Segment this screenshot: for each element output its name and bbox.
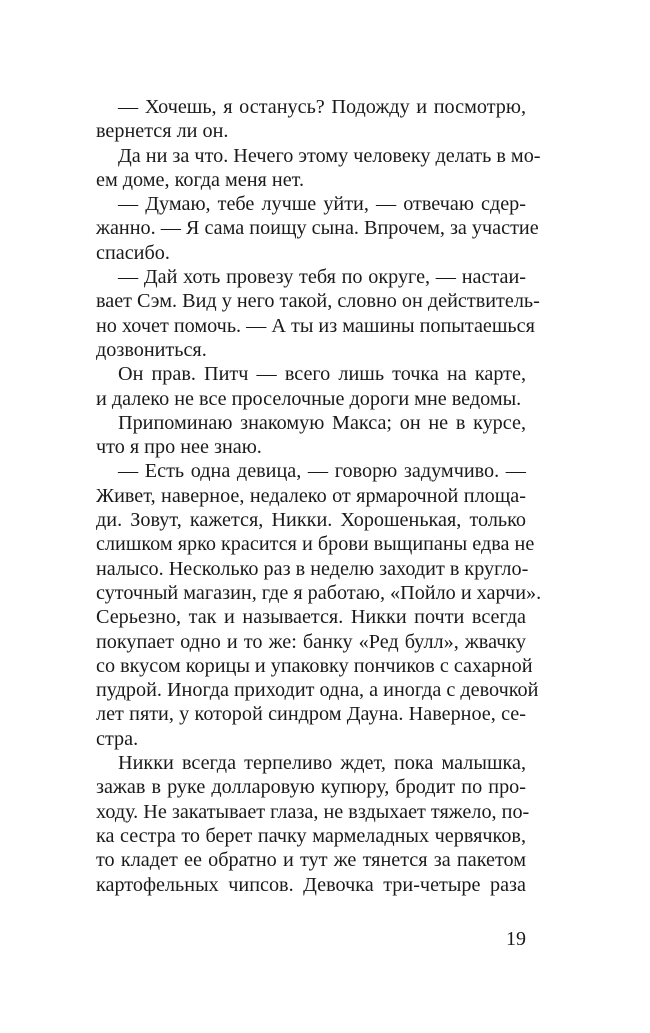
text-line: налысо. Несколько раз в неделю заходит в кругло-: [96, 557, 529, 580]
text-line: лет пяти, у которой синдром Дауна. Наверное, се-: [96, 703, 526, 726]
text-line: пудрой. Иногда приходит одна, а иногда с девочкой: [96, 679, 539, 702]
text-line: — Хочешь, я останусь? Подожду и посмотрю,: [118, 96, 526, 118]
text-line: вернется ли он.: [96, 120, 229, 143]
text-line: Никки всегда терпеливо ждет, пока малышка,: [118, 752, 526, 775]
text-line: спасибо.: [96, 241, 170, 264]
text-line: покупает одно и то же: банку «Ред булл», жвачку: [96, 630, 526, 653]
text-line: жанно. — Я сама поищу сына. Впрочем, за участие: [96, 217, 539, 240]
text-line: Серьезно, так и называется. Никки почти всегда: [96, 606, 526, 629]
text-line: — Думаю, тебе лучше уйти, — отвечаю сдер-: [118, 193, 526, 216]
text-line: то кладет ее обратно и тут же тянется за пакетом: [96, 849, 526, 872]
text-line: но хочет помочь. — А ты из машины попытаешься: [96, 314, 535, 337]
text-line: суточный магазин, где я работаю, «Пойло и харчи».: [96, 581, 542, 604]
text-line: Живет, наверное, недалеко от ярмарочной площа-: [96, 484, 526, 507]
text-line: ходу. Не закатывает глаза, не вздыхает тяжело, по-: [96, 800, 530, 823]
body-text: [96, 95, 542, 897]
text-line: Он прав. Питч — всего лишь точка на карте,: [118, 363, 526, 386]
text-line: — Дай хоть провезу тебя по округе, — настаи-: [118, 266, 526, 289]
text-line: слишком ярко красится и брови выщипаны едва не: [96, 533, 535, 556]
text-line: картофельных чипсов. Девочка три-четыре раза: [96, 873, 526, 896]
text-line: ди. Зовут, кажется, Никки. Хорошенькая, только: [96, 509, 526, 532]
text-line: Да ни за что. Нечего этому человеку делать в мо-: [118, 144, 541, 167]
text-line: ем доме, когда меня нет.: [96, 168, 305, 191]
text-line: ка сестра то берет пачку мармеладных червячков,: [96, 824, 526, 847]
text-line: Припоминаю знакомую Макса; он не в курсе,: [118, 411, 526, 434]
text-line: и далеко не все проселочные дороги мне ведомы.: [96, 387, 522, 410]
text-line: что я про нее знаю.: [96, 436, 262, 459]
text-line: дозвониться.: [96, 338, 207, 361]
text-line: вает Сэм. Вид у него такой, словно он действитель-: [96, 290, 540, 313]
text-line: со вкусом корицы и упаковку пончиков с сахарной: [96, 654, 533, 677]
text-line: — Есть одна девица, — говорю задумчиво. —: [118, 460, 526, 483]
text-line: зажав в руке долларовую купюру, бродит по про-: [96, 776, 526, 799]
page-number: 19: [506, 928, 526, 950]
text-line: стра.: [96, 727, 139, 750]
